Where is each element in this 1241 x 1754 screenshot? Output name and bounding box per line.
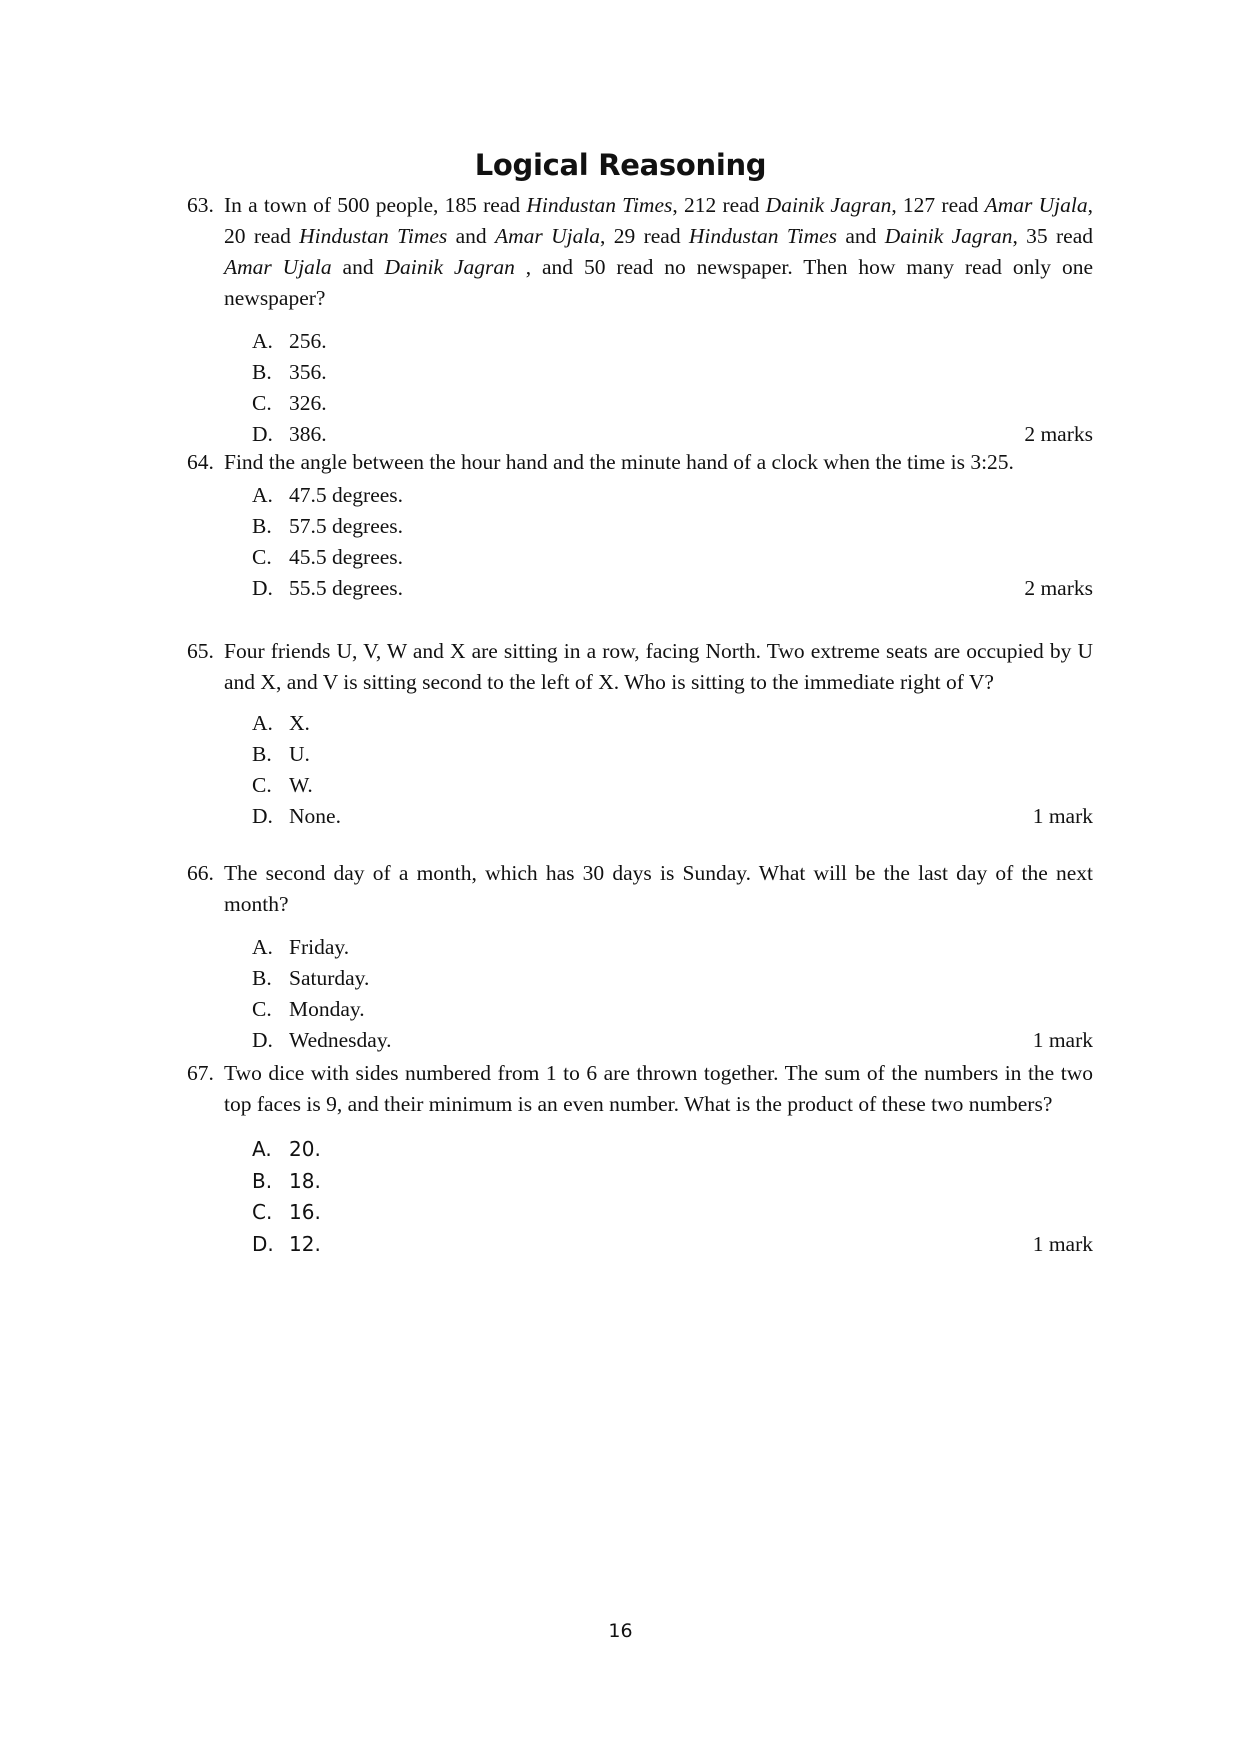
newspaper-name: Dainik Jagran xyxy=(384,255,515,279)
question-text-part: Four friends U, V, W and X are sitting in a row, facing North. Two extreme seats are occupied by U and X, and V is sitting second to the left of X. Who is sitting to the immediate right of V? xyxy=(224,639,1093,694)
question-stem xyxy=(187,447,1093,478)
answer-option xyxy=(252,480,1093,511)
option-letter: A. xyxy=(252,711,273,735)
option-letter: C. xyxy=(252,773,272,797)
question-text xyxy=(224,636,1093,698)
newspaper-name: Hindustan Times xyxy=(688,224,838,248)
question-text-part: and xyxy=(447,224,495,248)
question-number: 66. xyxy=(187,861,214,885)
question-stem xyxy=(187,636,1093,698)
option-text: 47.5 degrees. xyxy=(289,483,404,507)
newspaper-name: Dainik Jagran xyxy=(884,224,1013,248)
answer-option xyxy=(252,770,1093,801)
question-text-part: , 127 read xyxy=(891,193,985,217)
question-text xyxy=(224,1058,1093,1120)
option-letter: C. xyxy=(252,545,272,569)
option-letter: C. xyxy=(252,1200,273,1224)
question-text xyxy=(224,858,1093,920)
question-number: 64. xyxy=(187,450,214,474)
newspaper-name: Hindustan Times xyxy=(299,224,448,248)
answer-option xyxy=(252,388,1093,419)
answer-option xyxy=(252,963,1093,994)
question-64 xyxy=(187,447,1093,604)
question-text-part: , 29 read xyxy=(600,224,689,248)
answer-option xyxy=(252,357,1093,388)
question-text-part: and xyxy=(331,255,385,279)
option-text: 20. xyxy=(289,1137,321,1161)
option-text: Monday. xyxy=(289,997,365,1021)
question-66 xyxy=(187,858,1093,1056)
newspaper-name: Hindustan Times xyxy=(526,193,673,217)
page-number: 16 xyxy=(608,1620,633,1642)
question-text xyxy=(224,190,1093,314)
question-stem xyxy=(187,858,1093,920)
answer-options xyxy=(252,708,1093,832)
question-text-part: , 212 read xyxy=(672,193,766,217)
answer-options xyxy=(252,932,1093,1056)
option-text: 57.5 degrees. xyxy=(289,514,404,538)
marks-label: 1 mark xyxy=(1032,1028,1093,1052)
answer-option xyxy=(252,1229,1093,1261)
answer-option xyxy=(252,511,1093,542)
question-63 xyxy=(187,190,1093,450)
question-67 xyxy=(187,1058,1093,1260)
option-letter: D. xyxy=(252,804,273,828)
option-letter: B. xyxy=(252,360,272,384)
newspaper-name: Amar Ujala xyxy=(494,224,601,248)
question-stem xyxy=(187,190,1093,314)
option-text: U. xyxy=(289,742,310,766)
answer-option xyxy=(252,932,1093,963)
option-text: Wednesday. xyxy=(289,1028,392,1052)
question-stem xyxy=(187,1058,1093,1120)
option-text: 18. xyxy=(289,1168,321,1193)
question-number: 65. xyxy=(187,639,214,663)
question-text-part: , and 50 read no newspaper. Then how many read only one newspaper? xyxy=(224,255,1093,310)
option-text: 386. xyxy=(289,422,327,446)
answer-option xyxy=(252,326,1093,357)
option-text: Friday. xyxy=(289,935,350,959)
answer-option xyxy=(252,542,1093,573)
option-text: None. xyxy=(289,804,341,828)
option-letter: A. xyxy=(252,329,273,353)
option-letter: A. xyxy=(252,935,273,959)
option-letter: D. xyxy=(252,422,273,446)
answer-option xyxy=(252,1025,1093,1056)
option-text: 12. xyxy=(289,1231,321,1256)
question-text xyxy=(224,447,1093,478)
marks-label: 2 marks xyxy=(1024,576,1093,600)
option-text: 55.5 degrees. xyxy=(289,576,404,600)
option-text: 256. xyxy=(289,329,327,353)
answer-options xyxy=(252,326,1093,450)
option-text: 45.5 degrees. xyxy=(289,545,404,569)
answer-option xyxy=(252,573,1093,604)
option-text: 16. xyxy=(289,1200,321,1224)
newspaper-name: Amar Ujala xyxy=(984,193,1088,217)
option-letter: A. xyxy=(252,1137,272,1161)
answer-option xyxy=(252,1166,1093,1198)
answer-option xyxy=(252,739,1093,770)
question-text-part: Two dice with sides numbered from 1 to 6 are thrown together. The sum of the numbers in the two top faces is 9, and their minimum is an even number. What is the product of these two numbers? xyxy=(224,1061,1093,1116)
answer-option xyxy=(252,708,1093,739)
option-text: W. xyxy=(289,773,313,797)
question-number: 63. xyxy=(187,193,214,217)
question-text-part: , 20 read xyxy=(224,193,1093,248)
option-letter: C. xyxy=(252,391,272,415)
option-letter: C. xyxy=(252,997,272,1021)
answer-option xyxy=(252,419,1093,450)
question-text-part: and xyxy=(837,224,885,248)
option-letter: B. xyxy=(252,742,272,766)
question-number: 67. xyxy=(187,1061,214,1085)
newspaper-name: Amar Ujala xyxy=(224,255,332,279)
option-letter: B. xyxy=(252,514,272,538)
question-text-part: , 35 read xyxy=(1012,224,1094,248)
option-letter: A. xyxy=(252,483,273,507)
option-letter: D. xyxy=(252,1231,274,1256)
option-letter: B. xyxy=(252,1168,273,1193)
option-letter: D. xyxy=(252,576,273,600)
marks-label: 1 mark xyxy=(1032,804,1093,828)
marks-label: 1 mark xyxy=(1032,1231,1093,1256)
option-text: 356. xyxy=(289,360,327,384)
answer-options xyxy=(252,480,1093,604)
newspaper-name: Dainik Jagran xyxy=(765,193,892,217)
option-text: X. xyxy=(289,711,310,735)
option-letter: D. xyxy=(252,1028,273,1052)
marks-label: 2 marks xyxy=(1024,422,1093,446)
question-text-part: The second day of a month, which has 30 days is Sunday. What will be the last day of the next month? xyxy=(224,861,1093,916)
section-title: Logical Reasoning xyxy=(474,148,767,182)
option-text: Saturday. xyxy=(289,966,370,990)
question-text-part: In a town of 500 people, 185 read xyxy=(224,193,527,217)
question-text-part: Find the angle between the hour hand and the minute hand of a clock when the time is 3:25. xyxy=(224,450,1014,474)
option-text: 326. xyxy=(289,391,327,415)
answer-option xyxy=(252,801,1093,832)
answer-option xyxy=(252,994,1093,1025)
answer-option xyxy=(252,1134,1093,1166)
answer-option xyxy=(252,1197,1093,1229)
option-letter: B. xyxy=(252,966,272,990)
answer-options xyxy=(252,1134,1093,1260)
question-65 xyxy=(187,636,1093,832)
